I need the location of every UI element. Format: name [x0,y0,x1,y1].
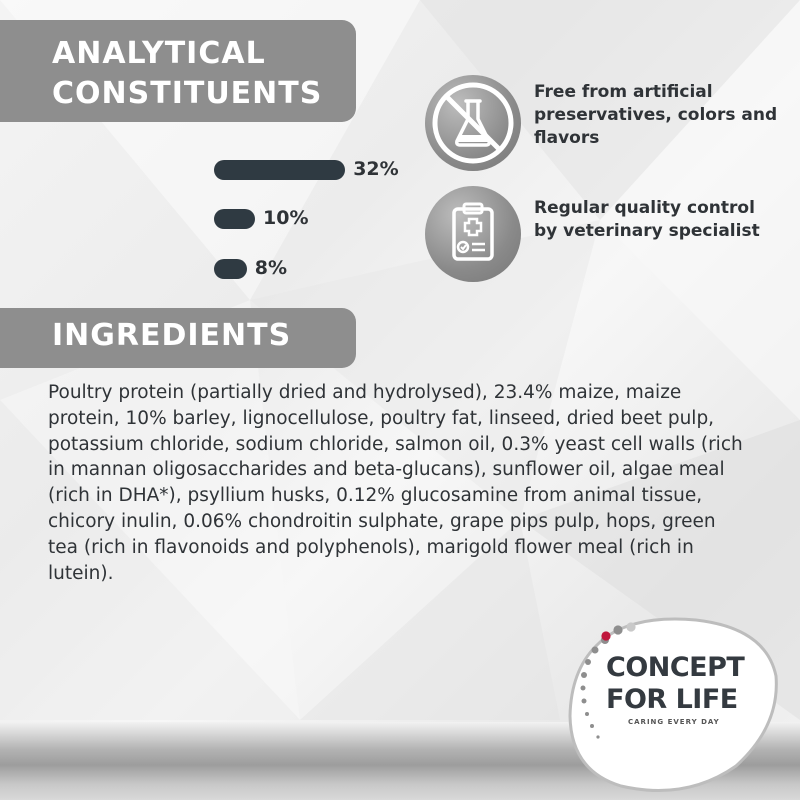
feature-text-quality-control: Regular quality control by veterinary specialist [534,198,760,241]
constituent-value: 10% [263,207,309,229]
constituent-bar [214,160,345,180]
constituent-row-fat [0,204,420,234]
constituent-bar [214,259,247,279]
analytical-constituents-header [0,20,356,122]
constituent-value: 8% [254,257,288,279]
analytical-title-line1: ANALYTICAL [52,36,266,71]
logo-line2: FOR LIFE [606,684,738,715]
constituent-bar [214,209,255,229]
no-flask-icon [425,75,521,171]
ingredients-header [0,308,356,368]
analytical-title-line2: CONSTITUENTS [52,76,323,111]
clipboard-check-icon [425,186,521,282]
ingredients-list-text: Poultry protein (partially dried and hydrolysed), 23.4% maize, maize protein, 10% barley, lignocellulose, poultry fat, linseed, dried beet pulp, potassium chloride, sodium chloride, salmon oil, 0.3% yeast cell walls (rich in mannan oligosaccharides and beta-glucans), sunflower oil, algae meal (rich in DHA*), psyllium husks, 0.12% glucosamine from animal tissue, chicory inulin, 0.06% chondroitin sulphate, grape pips pulp, hops, green tea (rich in flavonoids and polyphenols), marigold flower meal (rich in lutein). [48,382,743,584]
constituent-row-protein [0,155,420,185]
logo-tagline: CARING EVERY DAY [628,718,720,726]
constituent-row-fibres [0,254,420,284]
feature-text-no-artificial: Free from artificial preservatives, colors and flavors [534,82,778,148]
constituent-value: 32% [353,158,399,180]
concept-for-life-logo [566,606,780,800]
ingredients-title: INGREDIENTS [52,318,292,353]
logo-line1: CONCEPT [606,652,745,683]
